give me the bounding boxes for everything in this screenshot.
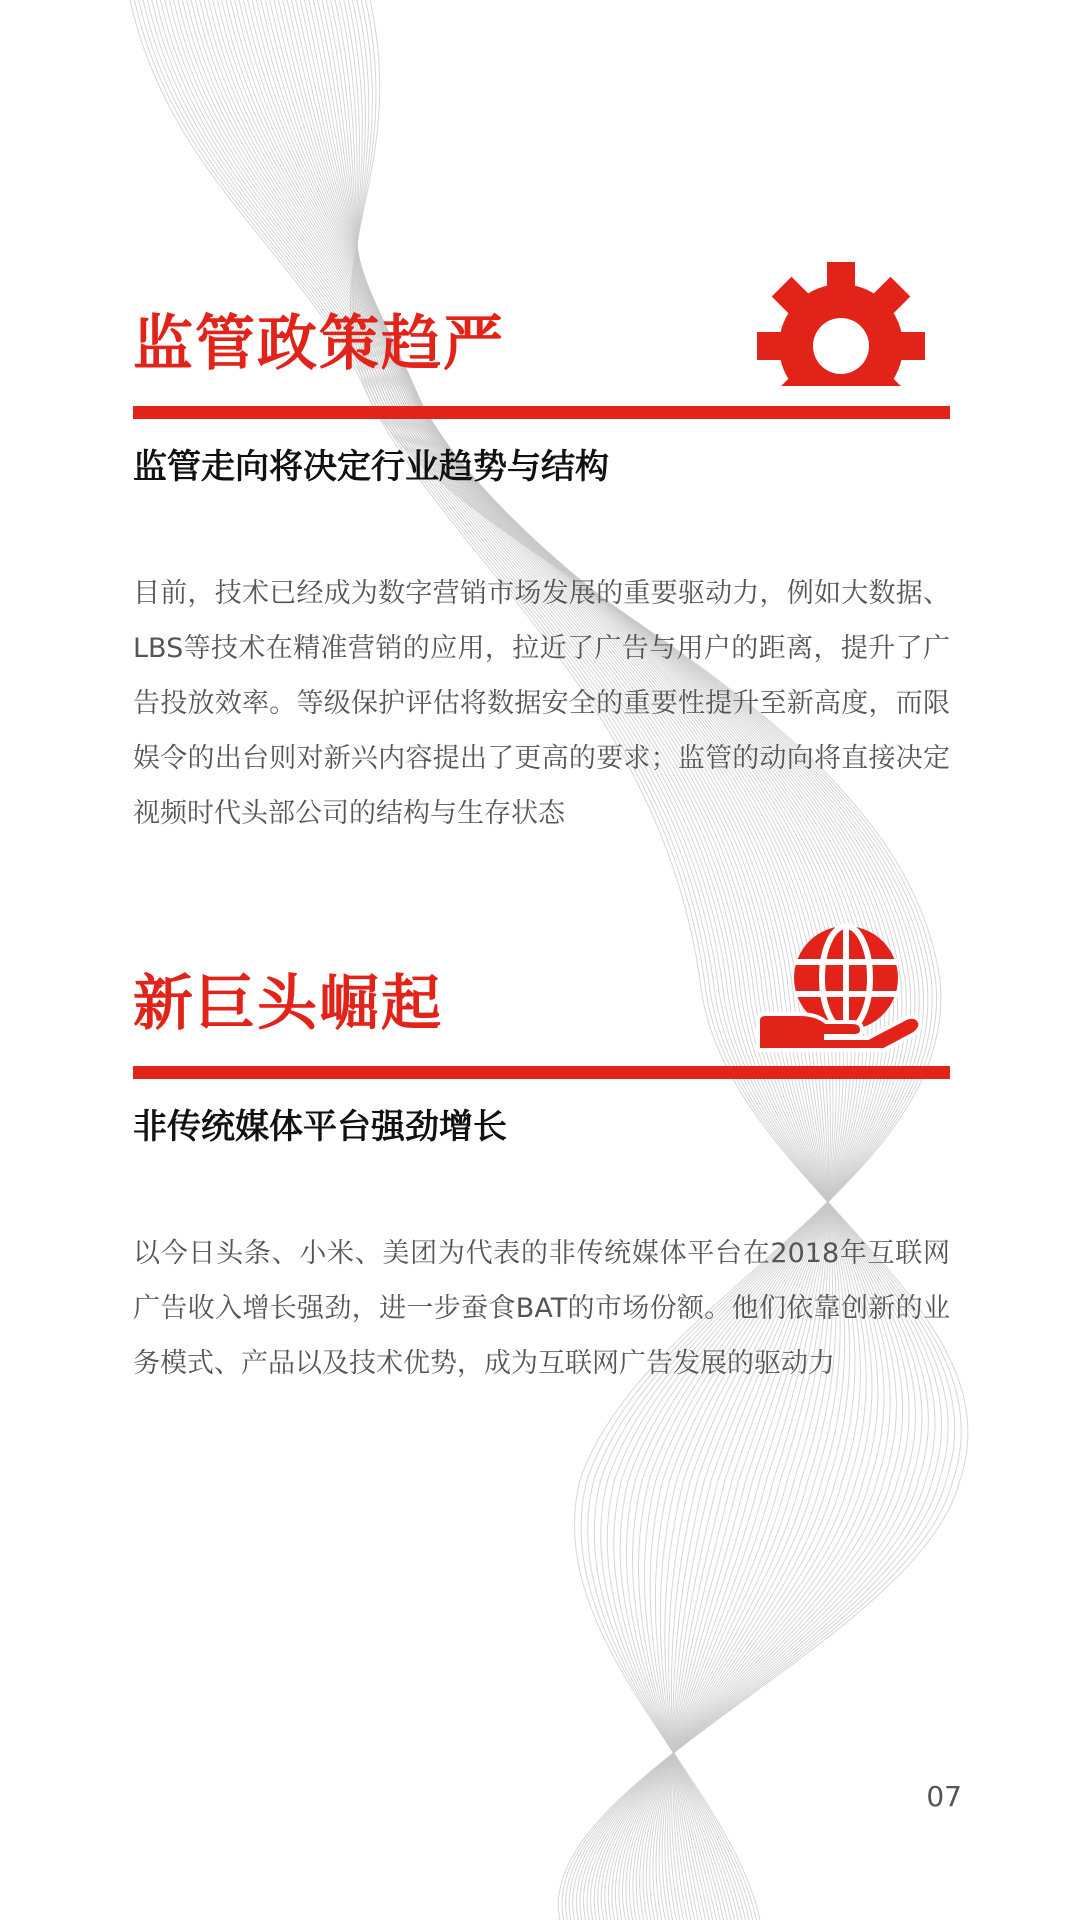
section-subtitle: 非传统媒体平台强劲增长 — [133, 1107, 507, 1147]
section-body: 以今日头条、小米、美团为代表的非传统媒体平台在2018年互联网广告收入增长强劲，进一步蚕食BAT的市场份额。他们依靠创新的业务模式、产品以及技术优势，成为互联网广告发展的驱动力 — [133, 1237, 950, 1379]
section-new-giants — [133, 930, 950, 1391]
section-subtitle: 监管走向将决定行业趋势与结构 — [133, 447, 609, 487]
section-body: 目前，技术已经成为数字营销市场发展的重要驱动力，例如大数据、LBS等技术在精准营销的应用，拉近了广告与用户的距离，提升了广告投放效率。等级保护评估将数据安全的重要性提升至新高度，而限娱令的出台则对新兴内容提出了更高的要求；监管的动向将直接决定视频时代头部公司的结构与生存状态 — [133, 577, 950, 829]
red-divider — [133, 1066, 950, 1079]
section-header — [133, 930, 950, 1066]
globe-hand-icon — [756, 922, 926, 1052]
section-title: 新巨头崛起 — [133, 969, 443, 1039]
section-regulation — [133, 270, 950, 841]
page-number: 07 — [926, 1780, 962, 1813]
gear-icon — [756, 262, 926, 392]
red-divider — [133, 406, 950, 419]
section-header — [133, 270, 950, 406]
section-title: 监管政策趋严 — [133, 309, 505, 379]
